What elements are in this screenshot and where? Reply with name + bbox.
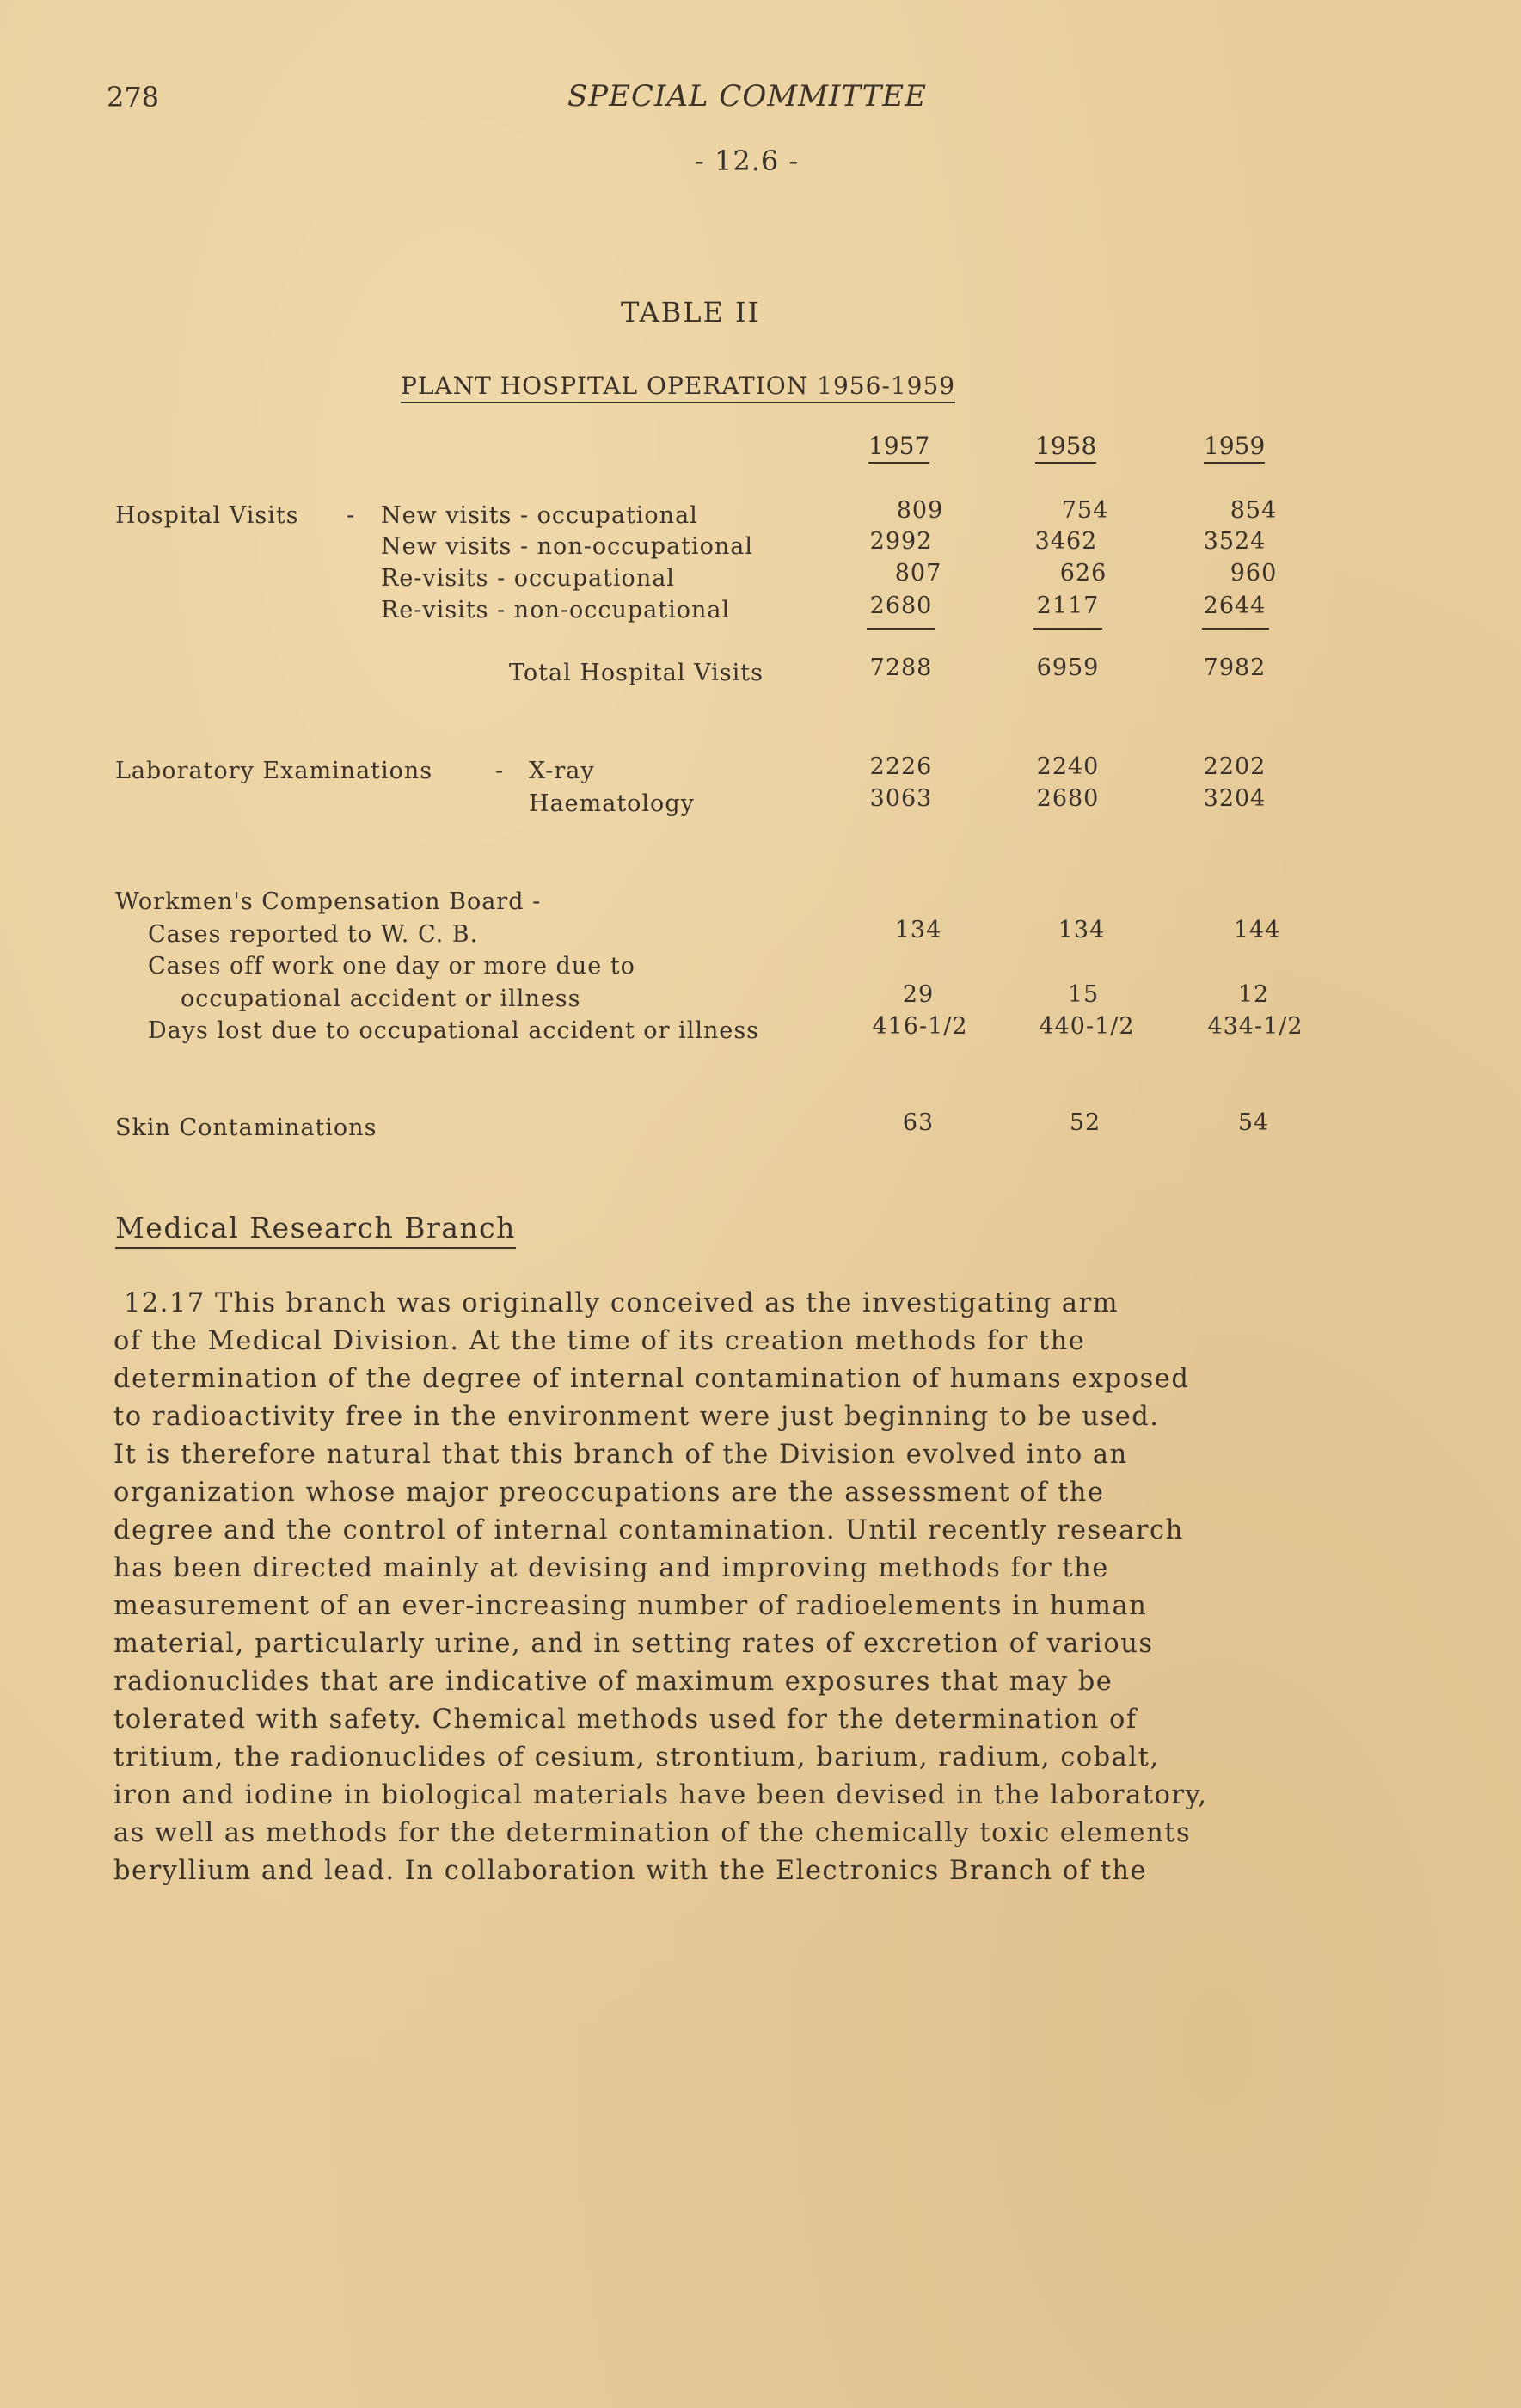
row-label-haematology: Haematology [529, 790, 695, 817]
total-rule-1957 [867, 628, 935, 630]
value-new-occ-1957: 809 [896, 497, 944, 524]
section-heading: Medical Research Branch [115, 1211, 516, 1249]
value-cases-reported-1959: 144 [1233, 917, 1281, 943]
value-cases-off-1959: 12 [1237, 981, 1270, 1008]
row-label-x-ray: X-ray [529, 758, 595, 784]
value-xray-1958: 2240 [1036, 753, 1100, 780]
year-header-1957: 1957 [868, 432, 929, 464]
paragraph-line: measurement of an ever-increasing number of radioelements in human [113, 1591, 1148, 1621]
total-1957: 7288 [869, 654, 933, 681]
value-haem-1957: 3063 [869, 785, 933, 812]
value-days-lost-1957: 416-1/2 [872, 1013, 968, 1040]
row-label-cases-off-work-cont: occupational accident or illness [181, 986, 581, 1012]
total-rule-1958 [1033, 628, 1102, 630]
value-haem-1959: 3204 [1203, 785, 1266, 812]
value-skin-1958: 52 [1069, 1109, 1101, 1136]
paragraph-line: It is therefore natural that this branch of the Division evolved into an [113, 1440, 1128, 1470]
section-mark: - 12.6 - [695, 144, 800, 177]
total-1959: 7982 [1203, 654, 1266, 681]
value-cases-reported-1957: 134 [894, 917, 942, 943]
laboratory-examinations-label: Laboratory Examinations [115, 758, 433, 784]
value-re-nonocc-1958: 2117 [1036, 593, 1100, 619]
row-label-new-visits-non-occupational: New visits - non-occupational [381, 533, 753, 560]
total-rule-1959 [1202, 628, 1269, 630]
paragraph-line: beryllium and lead. In collaboration with the Electronics Branch of the [113, 1856, 1148, 1886]
value-xray-1957: 2226 [869, 753, 933, 780]
value-new-nonocc-1958: 3462 [1034, 528, 1098, 555]
paragraph-line: 12.17 This branch was originally conceived as the investigating arm [124, 1288, 1119, 1318]
value-re-occ-1958: 626 [1059, 560, 1107, 587]
hospital-visits-label: Hospital Visits [115, 502, 299, 529]
total-hospital-visits-label: Total Hospital Visits [509, 660, 764, 686]
row-label-revisits-occupational: Re-visits - occupational [381, 565, 675, 592]
value-haem-1958: 2680 [1036, 785, 1100, 812]
value-re-nonocc-1957: 2680 [869, 593, 933, 619]
value-new-occ-1958: 754 [1061, 497, 1109, 524]
wcb-group-label: Workmen's Compensation Board - [115, 888, 542, 915]
row-label-new-visits-occupational: New visits - occupational [381, 502, 698, 529]
page-number: 278 [107, 81, 160, 114]
year-header-1959: 1959 [1204, 432, 1265, 464]
value-new-nonocc-1957: 2992 [869, 528, 933, 555]
hospital-visits-dash: - [347, 502, 356, 529]
value-skin-1957: 63 [902, 1109, 935, 1136]
running-head: SPECIAL COMMITTEE [567, 79, 927, 114]
paragraph-line: has been directed mainly at devising and improving methods for the [113, 1553, 1109, 1583]
table-subtitle: PLANT HOSPITAL OPERATION 1956-1959 [401, 372, 955, 403]
row-label-cases-reported: Cases reported to W. C. B. [148, 921, 479, 948]
paragraph-line: degree and the control of internal contamination. Until recently research [113, 1515, 1184, 1545]
year-header-1958: 1958 [1035, 432, 1096, 464]
skin-contaminations-label: Skin Contaminations [115, 1115, 377, 1141]
row-label-cases-off-work: Cases off work one day or more due to [148, 953, 635, 980]
row-label-revisits-non-occupational: Re-visits - non-occupational [381, 597, 731, 624]
paragraph-line: tolerated with safety. Chemical methods used for the determination of [113, 1705, 1138, 1735]
paragraph-line: as well as methods for the determination of the chemically toxic elements [113, 1818, 1192, 1848]
paragraph-line: material, particularly urine, and in setting rates of excretion of various [113, 1629, 1154, 1659]
value-cases-off-1958: 15 [1067, 981, 1100, 1008]
paragraph-line: tritium, the radionuclides of cesium, strontium, barium, radium, cobalt, [113, 1742, 1160, 1772]
laboratory-dash: - [495, 758, 505, 784]
value-days-lost-1958: 440-1/2 [1039, 1013, 1135, 1040]
value-new-occ-1959: 854 [1230, 497, 1278, 524]
paragraph-line: to radioactivity free in the environment were just beginning to be used. [113, 1402, 1160, 1432]
value-re-occ-1957: 807 [894, 560, 942, 587]
paragraph-line: radionuclides that are indicative of maximum exposures that may be [113, 1667, 1113, 1697]
value-cases-reported-1958: 134 [1058, 917, 1106, 943]
value-new-nonocc-1959: 3524 [1203, 528, 1266, 555]
paragraph-line: determination of the degree of internal contamination of humans exposed [113, 1364, 1190, 1394]
paragraph-line: organization whose major preoccupations are the assessment of the [113, 1477, 1105, 1508]
value-xray-1959: 2202 [1203, 753, 1266, 780]
total-1958: 6959 [1036, 654, 1100, 681]
paragraph-line: iron and iodine in biological materials have been devised in the laboratory, [113, 1780, 1208, 1810]
paragraph-line: of the Medical Division. At the time of its creation methods for the [113, 1326, 1086, 1356]
value-cases-off-1957: 29 [902, 981, 935, 1008]
table-title: TABLE II [621, 296, 761, 329]
value-re-occ-1959: 960 [1230, 560, 1278, 587]
row-label-days-lost: Days lost due to occupational accident or illness [148, 1017, 760, 1044]
value-re-nonocc-1959: 2644 [1203, 593, 1266, 619]
value-skin-1959: 54 [1237, 1109, 1270, 1136]
value-days-lost-1959: 434-1/2 [1207, 1013, 1303, 1040]
